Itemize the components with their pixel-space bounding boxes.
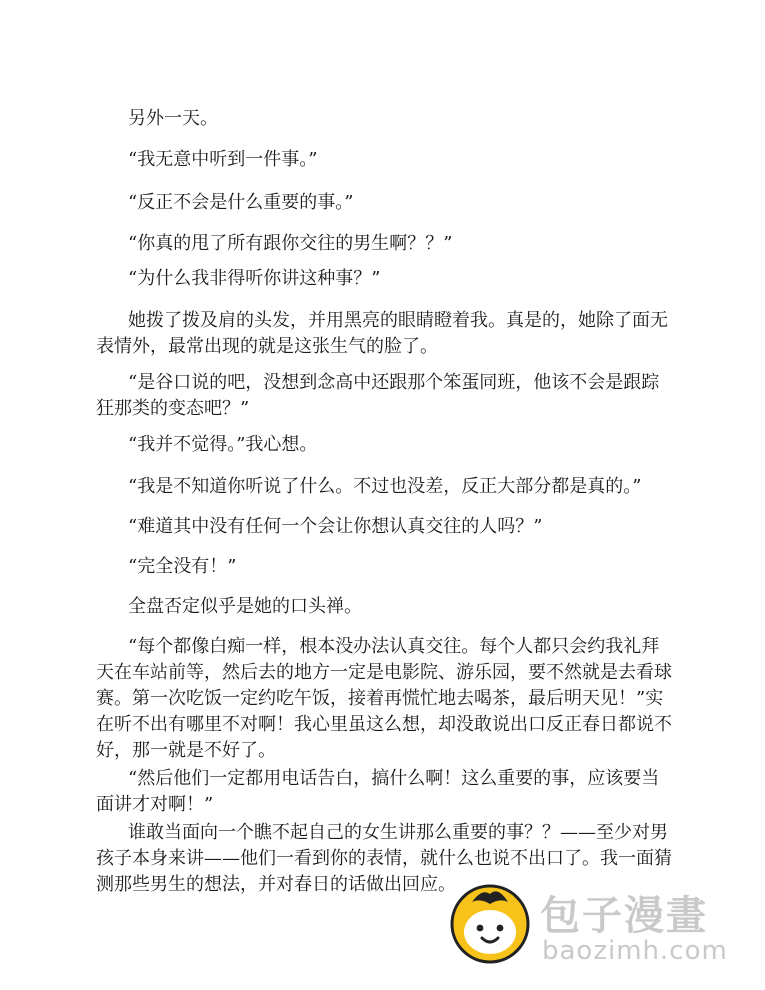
paragraph-9: “我是不知道你听说了什么。不过也没差，反正大部分都是真的。” xyxy=(128,476,642,497)
paragraph-3: “反正不会是什么重要的事。” xyxy=(128,192,354,213)
paragraph-1: 另外一天。 xyxy=(128,108,218,129)
paragraph-10: “难道其中没有任何一个会让你想认真交往的人吗？” xyxy=(128,516,543,537)
paragraph-2: “我无意中听到一件事。” xyxy=(128,149,318,170)
paragraph-15: 谁敢当面向一个瞧不起自己的女生讲那么重要的事？？——至少对男孩子本身来讲——他们一看到你的表情，就什么也说不出口了。我一面猜测那些男生的想法，并对春日的话做出回应。 xyxy=(96,822,672,895)
watermark-title: 包子漫畫 xyxy=(540,893,708,939)
paragraph-8: “我并不觉得。”我心想。 xyxy=(128,434,318,455)
watermark xyxy=(448,880,748,975)
paragraph-11: “完全没有！” xyxy=(128,556,237,577)
paragraph-6: 她拨了拨及肩的头发，并用黑亮的眼睛瞪着我。真是的，她除了面无表情外，最常出现的就是这张生气的脸了。 xyxy=(96,310,668,357)
paragraph-12: 全盘否定似乎是她的口头禅。 xyxy=(128,596,362,617)
paragraph-7: “是谷口说的吧，没想到念高中还跟那个笨蛋同班，他该不会是跟踪狂那类的变态吧？” xyxy=(96,372,660,419)
paragraph-4: “你真的甩了所有跟你交往的男生啊？？” xyxy=(128,233,453,254)
watermark-url: baozimh.com xyxy=(542,936,728,966)
paragraph-14: “然后他们一定都用电话告白，搞什么啊！这么重要的事，应该要当面讲才对啊！” xyxy=(96,768,660,815)
paragraph-5: “为什么我非得听你讲这种事？” xyxy=(128,268,381,289)
bun-mascot-icon xyxy=(448,880,532,964)
paragraph-13: “每个都像白痴一样，根本没办法认真交往。每个人都只会约我礼拜天在车站前等，然后去的地方一定是电影院、游乐园，要不然就是去看球赛。第一次吃饭一定约吃午饭，接着再慌忙地去喝茶，最后明天见！”实在听不出有哪里不对啊！我心里虽这么想，却没敢说出口反正春日都说不好，那一就是不好了。 xyxy=(96,636,672,761)
